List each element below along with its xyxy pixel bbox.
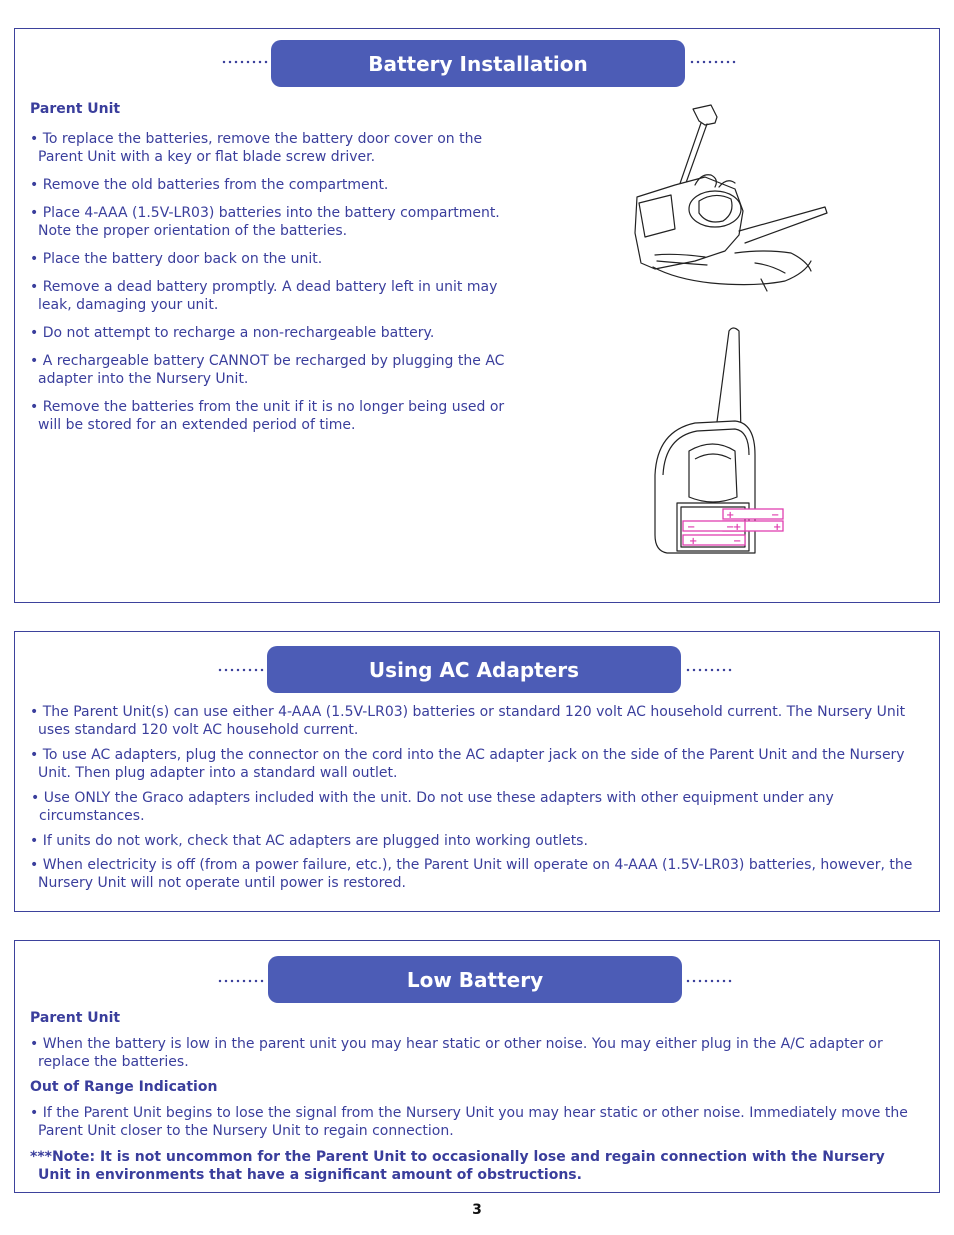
bullet-item: • Remove the old batteries from the compartment. [30, 177, 389, 193]
bullet-item: • Place 4-AAA (1.5V-LR03) batteries into the battery compartment. Note the proper orientation of the batteries. [30, 205, 500, 239]
bullet-item: • Place the battery door back on the unit. [30, 251, 323, 267]
dots-left [217, 979, 265, 983]
battery-plus-label: + [773, 522, 782, 533]
bullet-item: • Remove a dead battery promptly. A dead battery left in unit may leak, damaging your unit. [30, 279, 498, 313]
battery-installation-section [14, 28, 940, 603]
bullet-item: • When electricity is off (from a power failure, etc.), the Parent Unit will operate on 4-AAA (1.5V-LR03) batteries, however, the Nursery Unit will not operate until power is restored. [30, 857, 913, 891]
battery-minus-label: − [771, 510, 780, 521]
bullet-item: • Use ONLY the Graco adapters included with the unit. Do not use these adapters with other equipment under any circumstances. [31, 790, 834, 824]
bullet-item: • To use AC adapters, plug the connector on the cord into the AC adapter jack on the side of the Parent Unit and the Nursery Unit. Then plug adapter into a standard wall outlet. [30, 747, 905, 781]
parent-unit-subhead: Parent Unit [30, 1010, 121, 1026]
battery-plus-label: + [726, 510, 735, 521]
battery-door-removal-illustration [615, 103, 835, 293]
dots-left [217, 668, 265, 672]
dots-right [689, 60, 737, 64]
battery-minus-label: − [687, 522, 696, 533]
low-battery-title: Low Battery [268, 956, 682, 1003]
bullet-item: • A rechargeable battery CANNOT be recharged by plugging the AC adapter into the Nursery Unit. [30, 353, 505, 387]
battery-plus-label: + [733, 522, 742, 533]
battery-minus-label: − [726, 522, 735, 533]
ac-adapters-title: Using AC Adapters [267, 646, 681, 693]
battery-plus-label: + [689, 536, 698, 547]
bullet-item: • The Parent Unit(s) can use either 4-AAA (1.5V-LR03) batteries or standard 120 volt AC household current. The Nursery Unit uses standard 120 volt AC household current. [30, 704, 906, 738]
low-battery-section [14, 940, 940, 1193]
parent-unit-batteries-illustration [645, 325, 795, 561]
bullet-item: • If units do not work, check that AC adapters are plugged into working outlets. [30, 833, 588, 849]
bullet-item: • When the battery is low in the parent unit you may hear static or other noise. You may either plug in the A/C adapter or replace the batteries. [30, 1036, 883, 1070]
battery-minus-label: − [733, 536, 742, 547]
parent-unit-subhead: Parent Unit [30, 101, 121, 117]
dots-right [685, 668, 733, 672]
dots-right [685, 979, 733, 983]
connection-note: ***Note: It is not uncommon for the Parent Unit to occasionally lose and regain connection with the Nursery Unit in environments that have a significant amount of obstructions. [30, 1149, 885, 1183]
page-number: 3 [472, 1202, 482, 1218]
ac-adapters-section [14, 631, 940, 912]
bullet-item: • To replace the batteries, remove the battery door cover on the Parent Unit with a key or flat blade screw driver. [30, 131, 483, 165]
bullet-item: • Remove the batteries from the unit if it is no longer being used or will be stored for an extended period of time. [30, 399, 505, 433]
bullet-item: • Do not attempt to recharge a non-rechargeable battery. [30, 325, 435, 341]
bullet-item: • If the Parent Unit begins to lose the signal from the Nursery Unit you may hear static or other noise. Immediately move the Parent Unit closer to the Nursery Unit to regain connection. [30, 1105, 908, 1139]
battery-installation-title: Battery Installation [271, 40, 685, 87]
dots-left [221, 60, 269, 64]
out-of-range-subhead: Out of Range Indication [30, 1079, 218, 1095]
